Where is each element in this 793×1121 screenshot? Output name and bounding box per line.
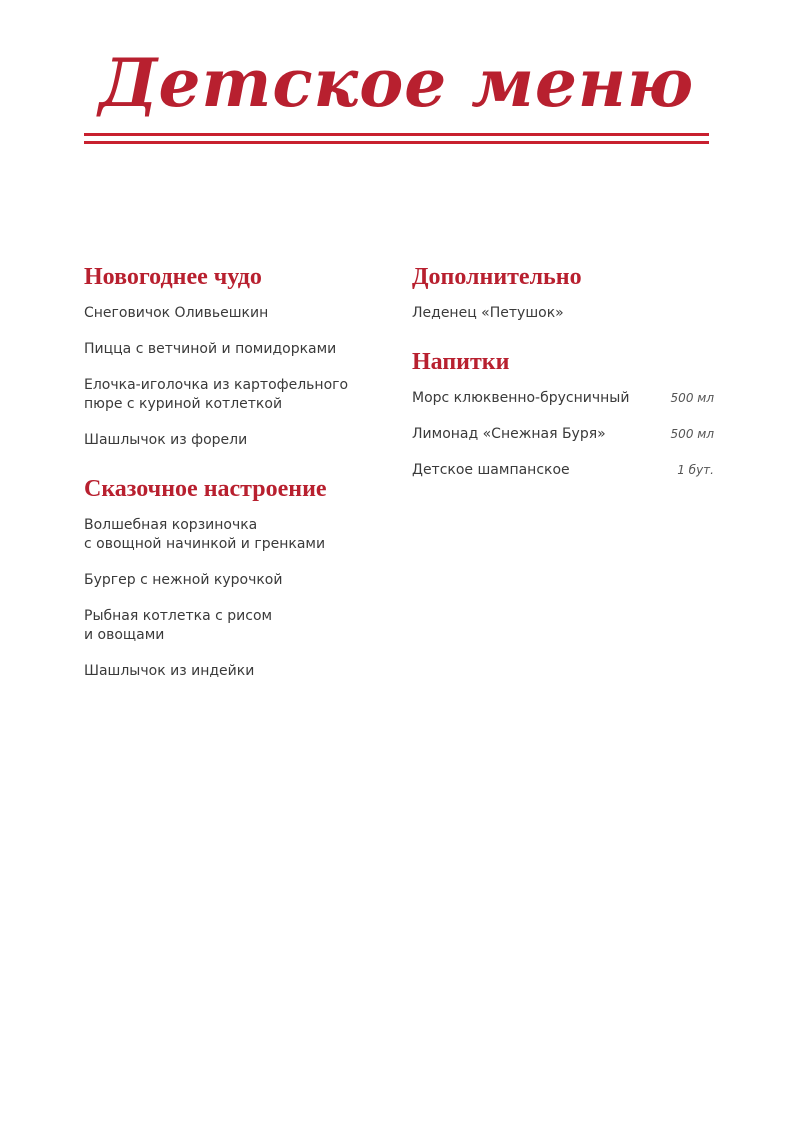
menu-item: Снеговичок Оливьешкин [84,305,269,321]
menu-item: Леденец «Петушок» [412,305,564,321]
menu-item: Пицца с ветчиной и помидорками [84,341,337,357]
title-divider-bottom [84,141,709,144]
drink-name: Детское шампанское [412,462,570,478]
drink-volume: 500 мл [670,427,714,441]
menu-item: Рыбная котлетка с рисом и овощами [84,608,273,643]
section-title-drinks: Напитки [412,349,510,375]
menu-title: Детское меню [98,44,695,122]
section-items-drinks [412,389,714,480]
drink-volume: 500 мл [670,391,714,405]
menu-item: Волшебная корзиночка с овощной начинкой и гренками [84,517,326,552]
menu-item: Бургер с нежной курочкой [84,572,283,588]
section-items-extra [412,304,714,323]
left-column [84,262,384,705]
title-divider-top [84,133,709,136]
drink-volume: 1 бут. [677,463,714,477]
menu-item: Елочка-иголочка из картофельного пюре с куриной котлеткой [84,377,349,412]
right-column [412,262,714,504]
drink-name: Морс клюквенно-брусничный [412,390,630,406]
section-items-new-year [84,304,384,450]
section-items-fairytale [84,516,384,681]
section-title-new-year: Новогоднее чудо [84,264,262,290]
drink-item [412,389,714,408]
drink-item [412,461,714,480]
drink-item [412,425,714,444]
menu-item: Шашлычок из индейки [84,663,255,679]
menu-item: Шашлычок из форели [84,432,248,448]
drink-name: Лимонад «Снежная Буря» [412,426,606,442]
section-title-extra: Дополнительно [412,264,582,290]
section-title-fairytale: Сказочное настроение [84,476,327,502]
